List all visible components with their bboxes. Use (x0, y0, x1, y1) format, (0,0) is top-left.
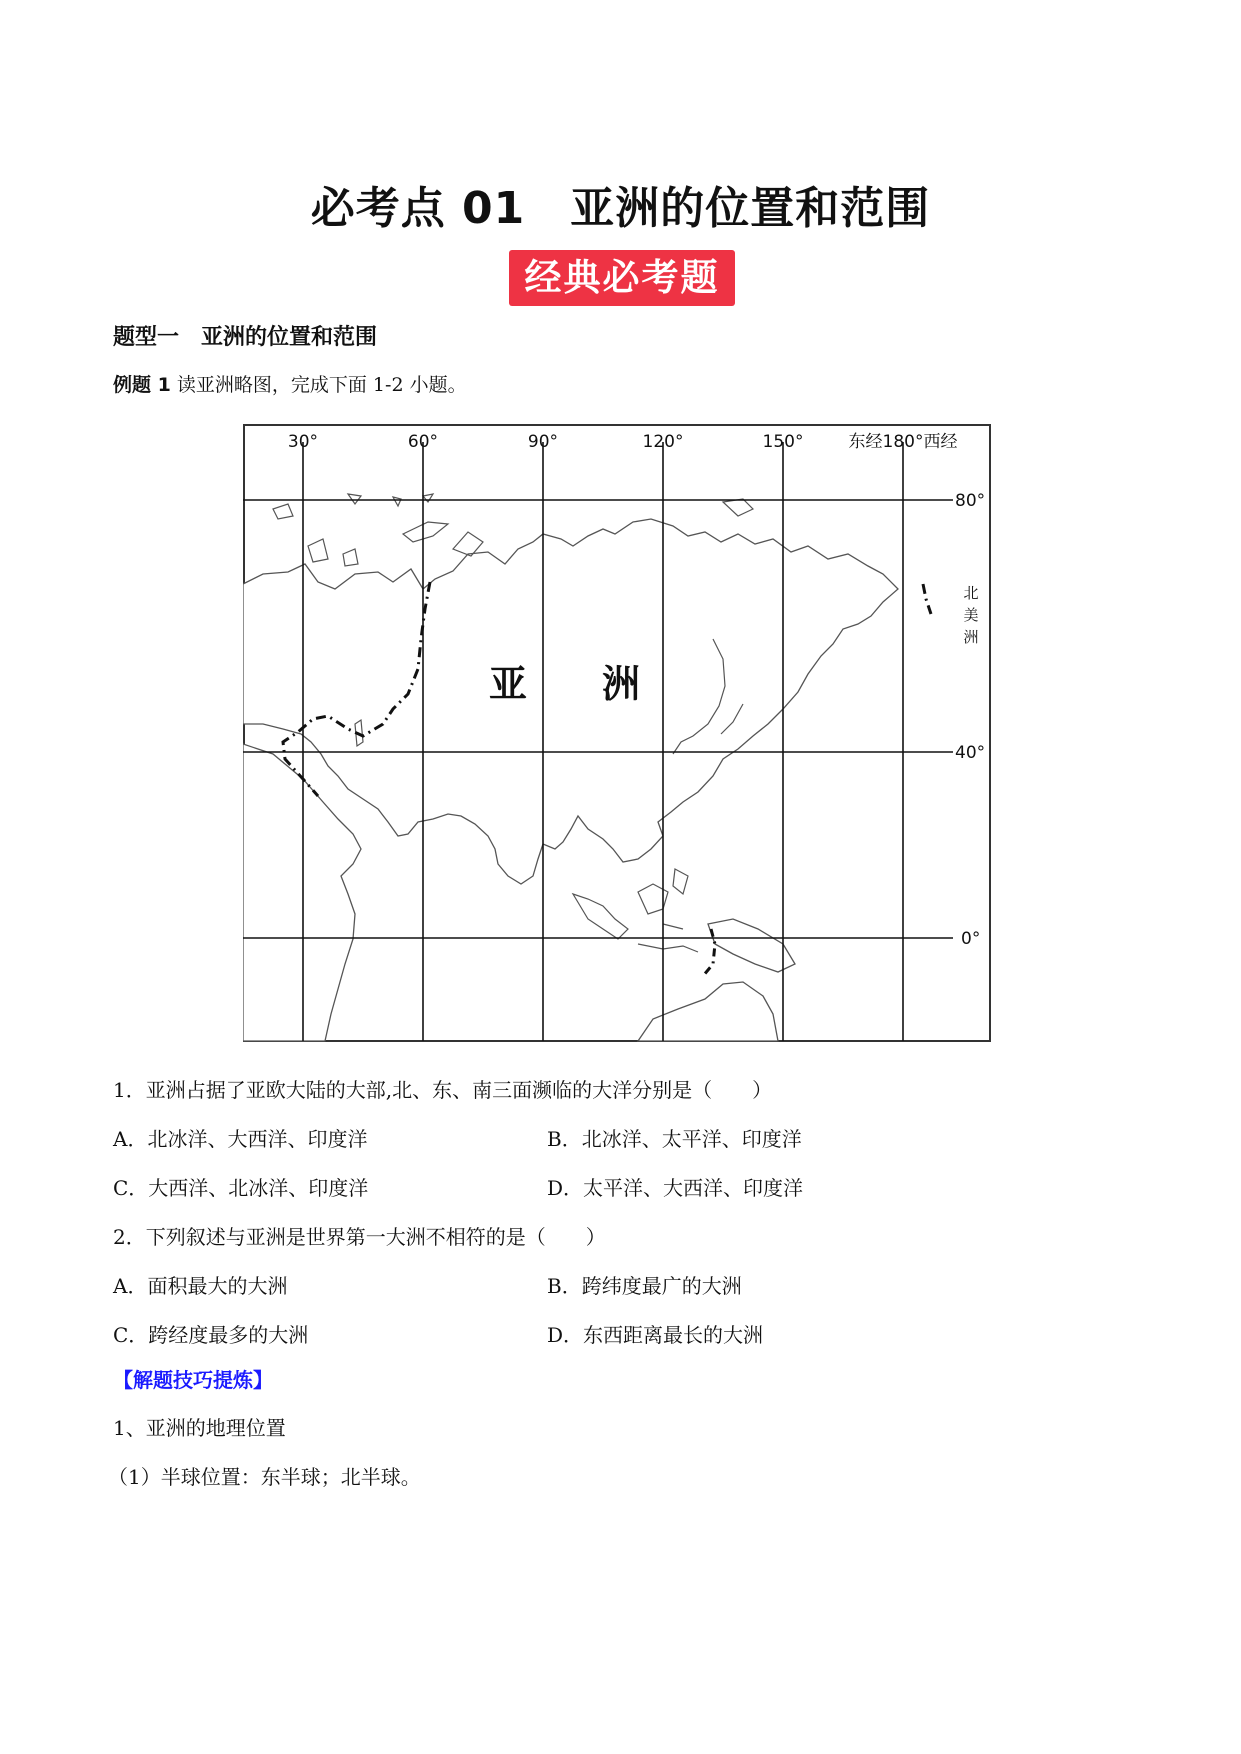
page-title: 必考点 01 亚洲的位置和范围 (310, 183, 931, 234)
lat-label-80: 80° (955, 491, 986, 511)
question-1-stem: 1．亚洲占据了亚欧大陆的大部,北、东、南三面濒临的大洋分别是（ ） (113, 1078, 773, 1102)
north-america-label-1: 北 (963, 584, 979, 602)
lat-label-0: 0° (961, 929, 981, 949)
question-2-option-b: B．跨纬度最广的大洲 (547, 1274, 742, 1298)
classic-questions-badge: 经典必考题 (509, 250, 735, 306)
question-2-stem: 2．下列叙述与亚洲是世界第一大洲不相符的是（ ） (113, 1225, 606, 1249)
asia-label-ya: 亚 (488, 662, 528, 706)
question-1-option-a: A．北冰洋、大西洋、印度洋 (113, 1127, 368, 1151)
lat-label-40: 40° (955, 743, 986, 763)
example-text: 读亚洲略图，完成下面 1-2 小题。 (176, 374, 467, 396)
example-label: 例题 1 (113, 374, 171, 396)
tips-line-2: （1）半球位置：东半球；北半球。 (108, 1465, 421, 1489)
question-1-option-b: B．北冰洋、太平洋、印度洋 (547, 1127, 802, 1151)
question-2-option-a: A．面积最大的大洲 (113, 1274, 288, 1298)
example-intro (113, 370, 467, 397)
north-america-label-2: 美 (963, 606, 979, 624)
asia-sketch-map (243, 424, 991, 1042)
question-2-option-c: C．跨经度最多的大洲 (113, 1323, 309, 1347)
question-2-option-d: D．东西距离最长的大洲 (547, 1323, 764, 1347)
lon-label-30: 30° (287, 432, 319, 452)
question-1-option-c: C．大西洋、北冰洋、印度洋 (113, 1176, 369, 1200)
tips-line-1: 1、亚洲的地理位置 (113, 1416, 286, 1440)
lon-label-60: 60° (407, 432, 439, 452)
lon-label-90: 90° (527, 432, 559, 452)
lon-label-180: 东经180°西经 (848, 432, 958, 452)
tips-heading: 【解题技巧提炼】 (113, 1368, 273, 1392)
section-heading: 题型一 亚洲的位置和范围 (113, 325, 378, 350)
lon-label-120: 120° (642, 432, 684, 452)
north-america-label-3: 洲 (963, 628, 979, 646)
asia-label-zhou: 洲 (601, 662, 641, 706)
lon-label-150: 150° (762, 432, 804, 452)
question-1-option-d: D．太平洋、大西洋、印度洋 (547, 1176, 804, 1200)
